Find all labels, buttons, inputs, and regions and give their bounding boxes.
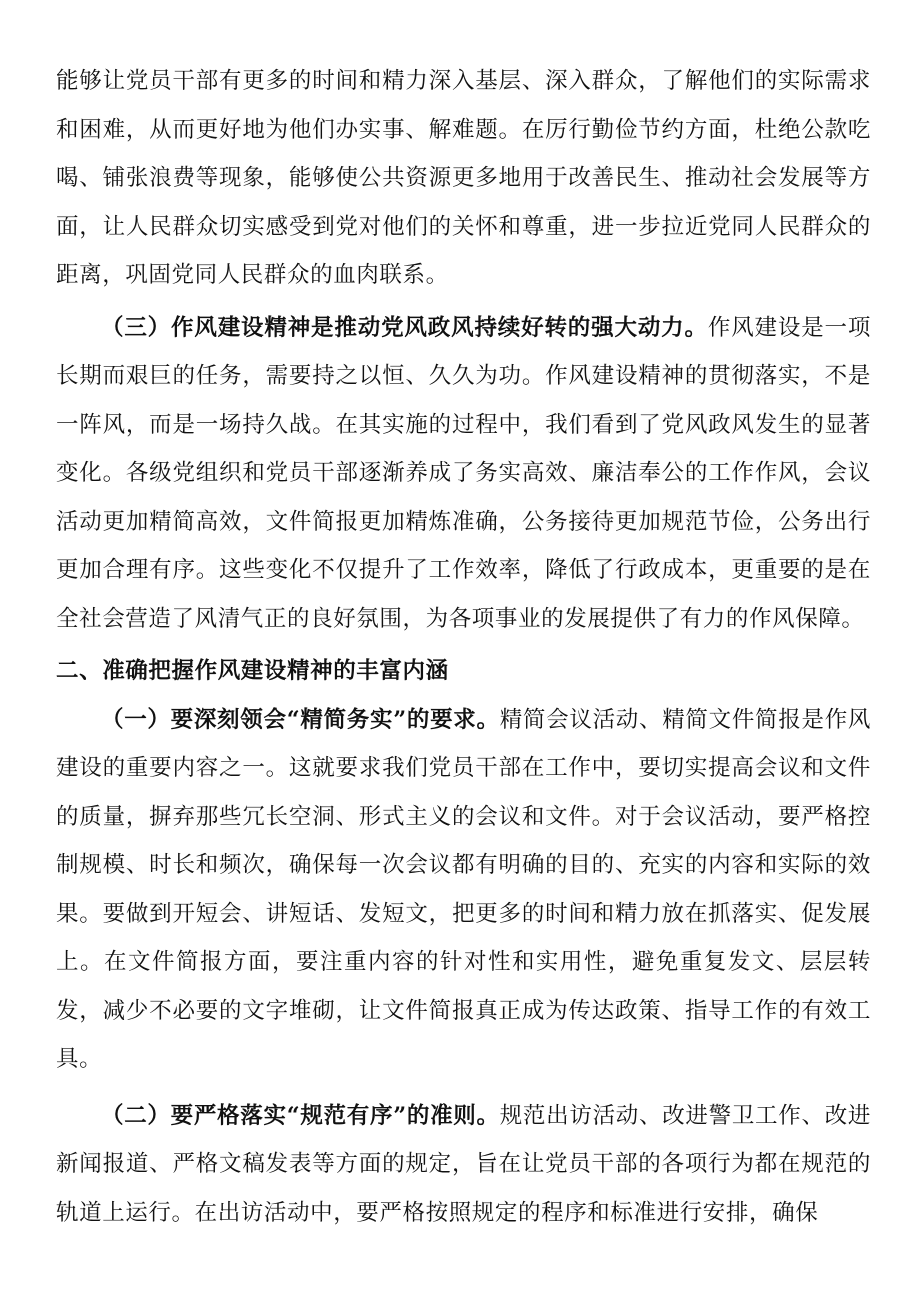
paragraph-lead-heading: （一）要深刻领会“精简务实”的要求。 <box>101 706 500 733</box>
paragraph-continued: 能够让党员干部有更多的时间和精力深入基层、深入群众，了解他们的实际需求和困难，从而更好地为他们办实事、解难题。在厉行勤俭节约方面，杜绝公款吃喝、铺张浪费等现象，能够使公共资源更多地用于改善民生、推动社会发展等方面，让人民群众切实感受到党对他们的关怀和尊重，进一步拉近党同人民群众的距离，巩固党同人民群众的血肉联系。 <box>56 68 871 288</box>
paragraph-section-2-2 <box>56 1092 871 1238</box>
paragraph-section-2-1 <box>56 696 871 1084</box>
section-heading-2: 二、准确把握作风建设精神的丰富内涵 <box>56 658 449 684</box>
document-body <box>56 57 871 1237</box>
paragraph-body-text: 规范出访活动、改进警卫工作、改进新闻报道、严格文稿发表等方面的规定，旨在让党员干部的各项行为都在规范的轨道上运行。在出访活动中，要严格按照规定的程序和标准进行安排，确保 <box>56 1102 872 1226</box>
paragraph-body-text: 精简会议活动、精简文件简报是作风建设的重要内容之一。这就要求我们党员干部在工作中，要切实提高会议和文件的质量，摒弃那些冗长空洞、形式主义的会议和文件。对于会议活动，要严格控制规模、时长和频次，确保每一次会议都有明确的目的、充实的内容和实际的效果。要做到开短会、讲短话、发短文，把更多的时间和精力放在抓落实、促发展上。在文件简报方面，要注重内容的针对性和实用性，避免重复发文、层层转发，减少不必要的文字堆砌，让文件简报真正成为传达政策、指导工作的有效工具。 <box>56 706 872 1072</box>
paragraph-section-1-3 <box>56 304 871 644</box>
paragraph-lead-heading: （二）要严格落实“规范有序”的准则。 <box>101 1102 500 1129</box>
paragraph-body-text: 作风建设是一项长期而艰巨的任务，需要持之以恒、久久为功。作风建设精神的贯彻落实，不是一阵风，而是一场持久战。在其实施的过程中，我们看到了党风政风发生的显著变化。各级党组织和党员干部逐渐养成了务实高效、廉洁奉公的工作作风，会议活动更加精简高效，文件简报更加精炼准确，公务接待更加规范节俭，公务出行更加合理有序。这些变化不仅提升了工作效率，降低了行政成本，更重要的是在全社会营造了风清气正的良好氛围，为各项事业的发展提供了有力的作风保障。 <box>56 314 872 632</box>
paragraph-lead-heading: （三）作风建设精神是推动党风政风持续好转的强大动力。 <box>101 314 708 341</box>
